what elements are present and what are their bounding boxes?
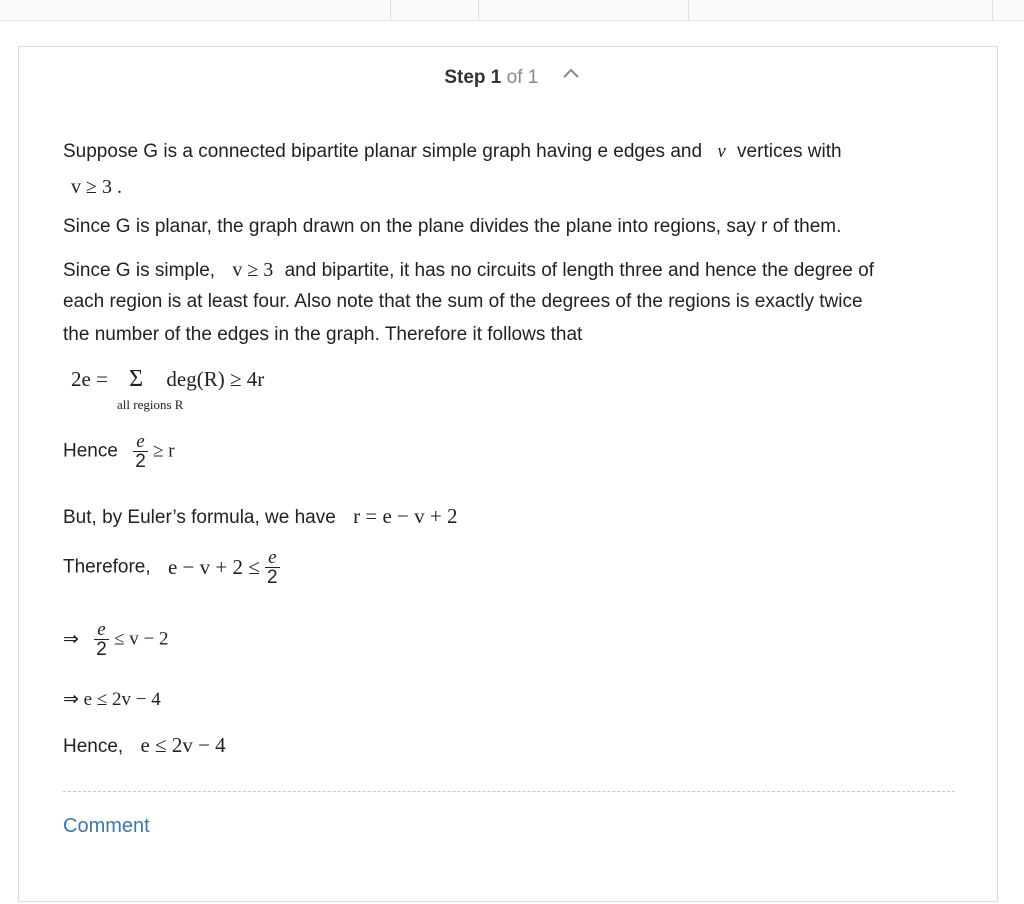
paragraph-3-line-2: each region is at least four. Also note that the sum of the degrees of the regions is exactly twice	[63, 291, 863, 312]
paragraph-1: Suppose G is a connected bipartite planar simple graph having e edges and v vertices with	[63, 141, 842, 162]
solution-card	[18, 46, 998, 902]
paragraph-3-line-3: the number of the edges in the graph. Therefore it follows that	[63, 324, 583, 345]
comment-link[interactable]: Comment	[63, 815, 150, 837]
paragraph-2: Since G is planar, the graph drawn on the plane divides the plane into regions, say r of them.	[63, 216, 842, 237]
implication-1: ⇒ $\frac{e}{2}$ ≤ v − 2	[63, 619, 169, 660]
therefore-inequality: Therefore, e − v + 2 ≤ $\frac{e}{2}$	[63, 547, 278, 588]
equation-sum: 2e = Σ deg(R) ≥ 4r	[71, 366, 265, 392]
paragraph-3-line-1: Since G is simple, v ≥ 3 and bipartite, it has no circuits of length three and hence the degree of	[63, 259, 874, 281]
divider	[63, 791, 955, 792]
step-count: of 1	[506, 67, 539, 88]
sum-subscript: all regions R	[117, 397, 184, 412]
toolbar-divider	[688, 0, 689, 20]
conclusion: Hence, e ≤ 2v − 4	[63, 733, 226, 757]
hence-fraction: Hence $\frac{e}{2}$ ≥ r	[63, 431, 175, 472]
euler-formula: But, by Euler’s formula, we have r = e − v + 2	[63, 504, 458, 528]
toolbar-divider	[390, 0, 391, 20]
condition-v-ge-3: v ≥ 3 .	[71, 176, 122, 198]
step-header[interactable]	[0, 67, 1024, 89]
toolbar-divider	[478, 0, 479, 20]
step-label: Step 1	[444, 67, 502, 88]
toolbar-divider	[992, 0, 993, 20]
top-toolbar	[0, 0, 1024, 21]
chevron-up-icon[interactable]	[562, 63, 580, 85]
implication-2: ⇒ e ≤ 2v − 4	[63, 689, 161, 710]
